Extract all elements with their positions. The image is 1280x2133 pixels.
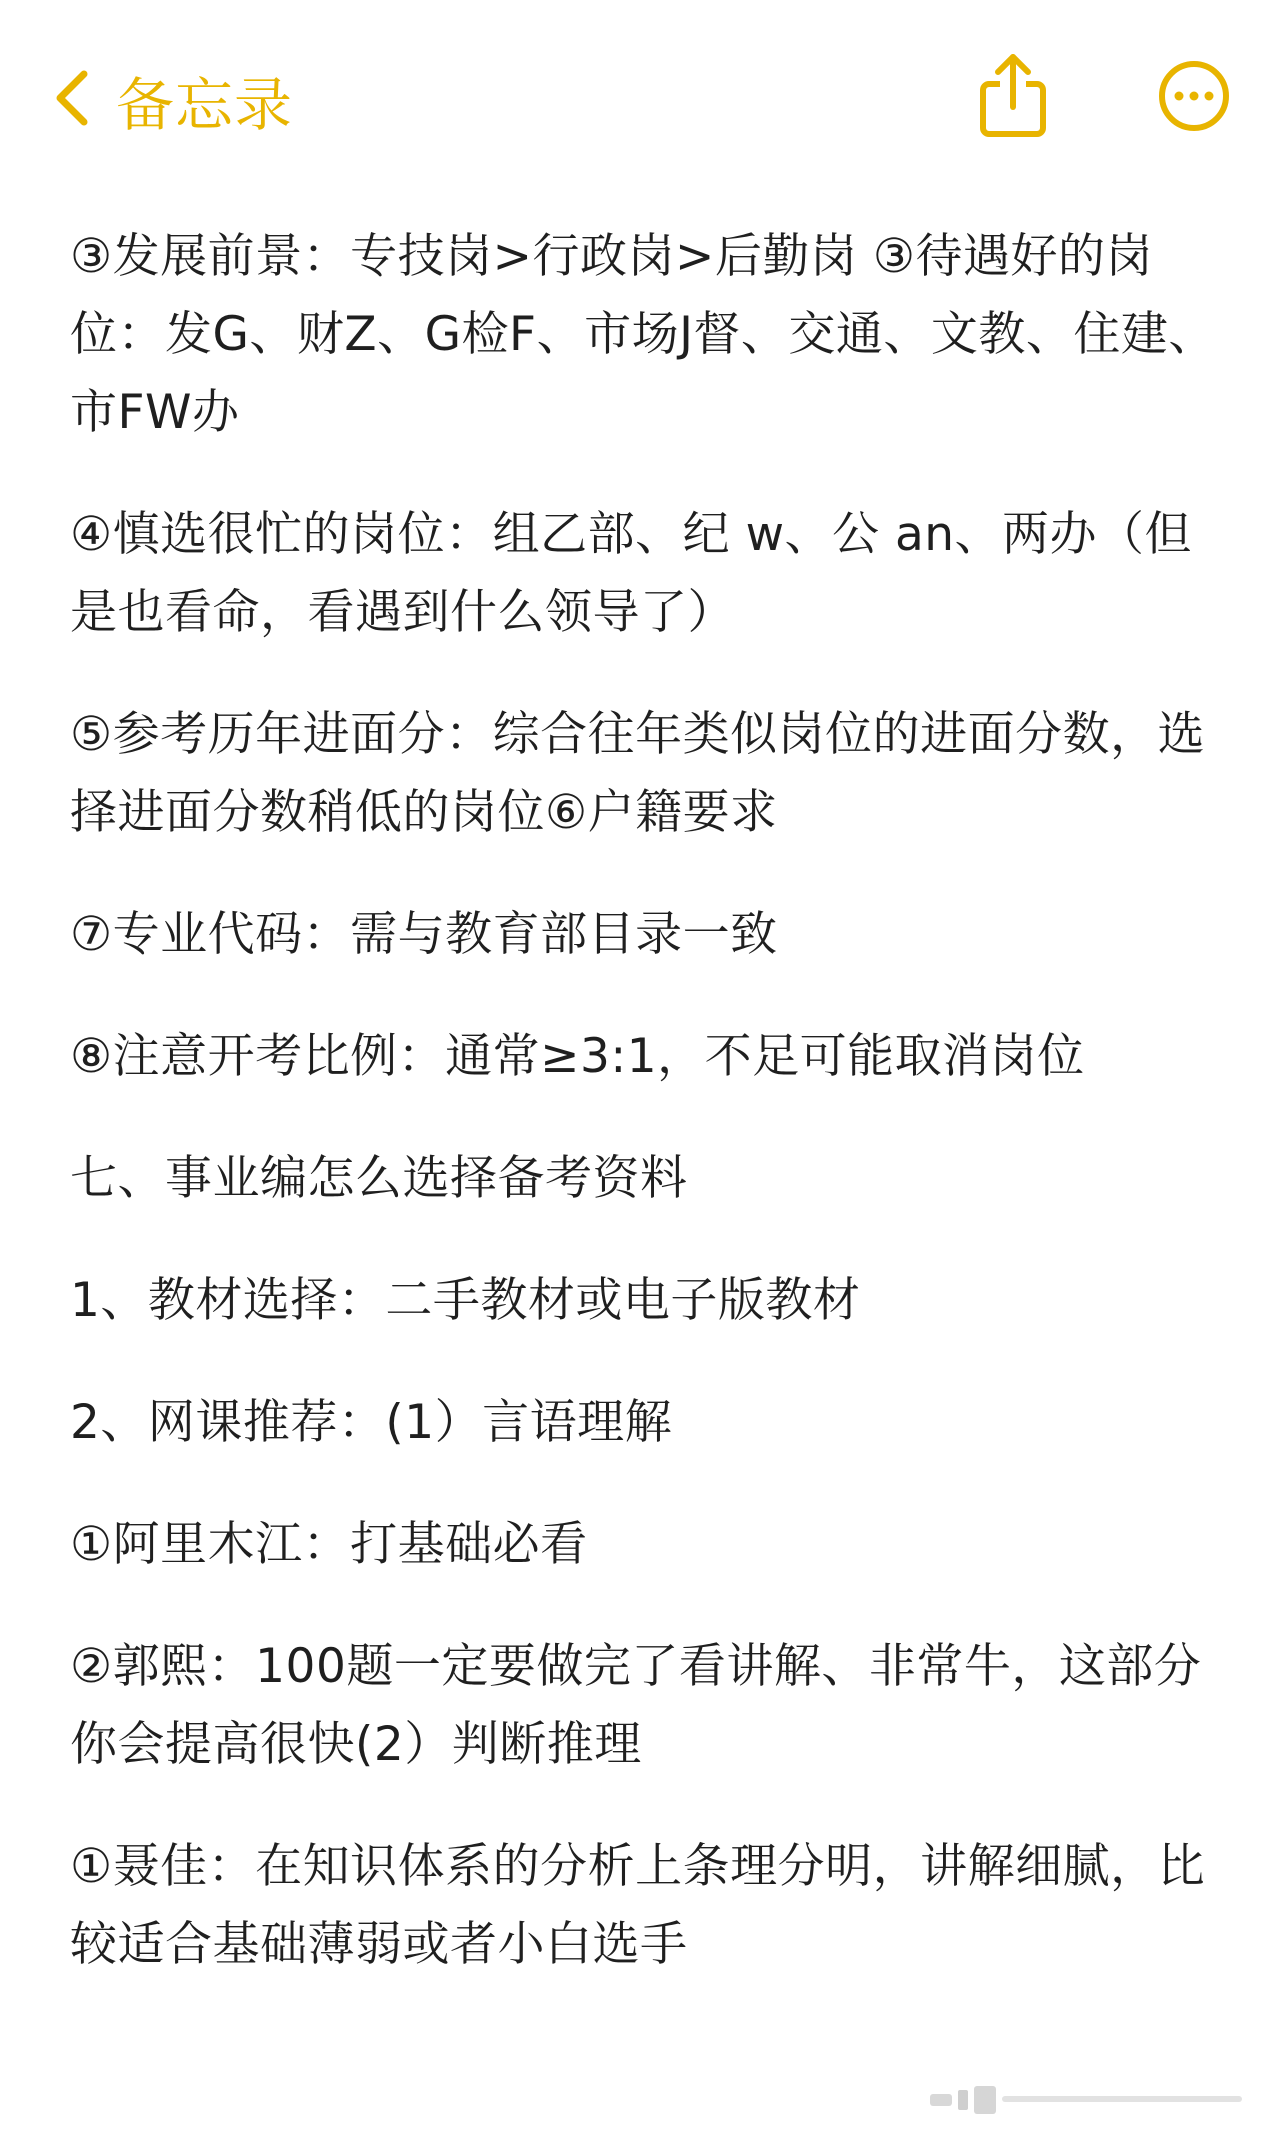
note-paragraph: ③发展前景：专技岗>行政岗>后勤岗 ③待遇好的岗位：发G、财Z、G检F、市场J督、交通、文教、住建、市FW办 <box>70 229 1216 440</box>
share-icon <box>978 123 1048 142</box>
note-paragraph: ④慎选很忙的岗位：组乙部、纪 w、公 an、两办（但是也看命，看遇到什么领导了） <box>70 507 1193 640</box>
share-button[interactable] <box>978 52 1048 138</box>
more-icon <box>1158 117 1230 136</box>
note-paragraph: 1、教材选择：二手教材或电子版教材 <box>70 1273 861 1328</box>
note-paragraph: ⑤参考历年进面分：综合往年类似岗位的进面分数，选择进面分数稍低的岗位⑥户籍要求 <box>70 707 1206 840</box>
note-content[interactable] <box>70 218 1230 2028</box>
note-paragraph: 2、网课推荐：(1）言语理解 <box>70 1395 673 1450</box>
note-paragraph: ⑧注意开考比例：通常≥3:1，不足可能取消岗位 <box>70 1029 1085 1084</box>
more-button[interactable] <box>1158 60 1230 132</box>
note-paragraph: ⑦专业代码：需与教育部目录一致 <box>70 907 778 962</box>
navigation-bar <box>0 0 1280 200</box>
back-button[interactable] <box>52 62 293 138</box>
note-paragraph: ①阿里木江：打基础必看 <box>70 1517 588 1572</box>
back-label: 备忘录 <box>116 71 294 139</box>
note-paragraph: ②郭熙：100题一定要做完了看讲解、非常牛，这部分你会提高很快(2）判断推理 <box>70 1639 1202 1772</box>
note-paragraph: ①聂佳：在知识体系的分析上条理分明，讲解细腻，比较适合基础薄弱或者小白选手 <box>70 1839 1206 1972</box>
chevron-left-icon <box>52 68 92 132</box>
note-heading: 七、事业编怎么选择备考资料 <box>70 1151 688 1206</box>
watermark-logo <box>930 2080 1260 2120</box>
